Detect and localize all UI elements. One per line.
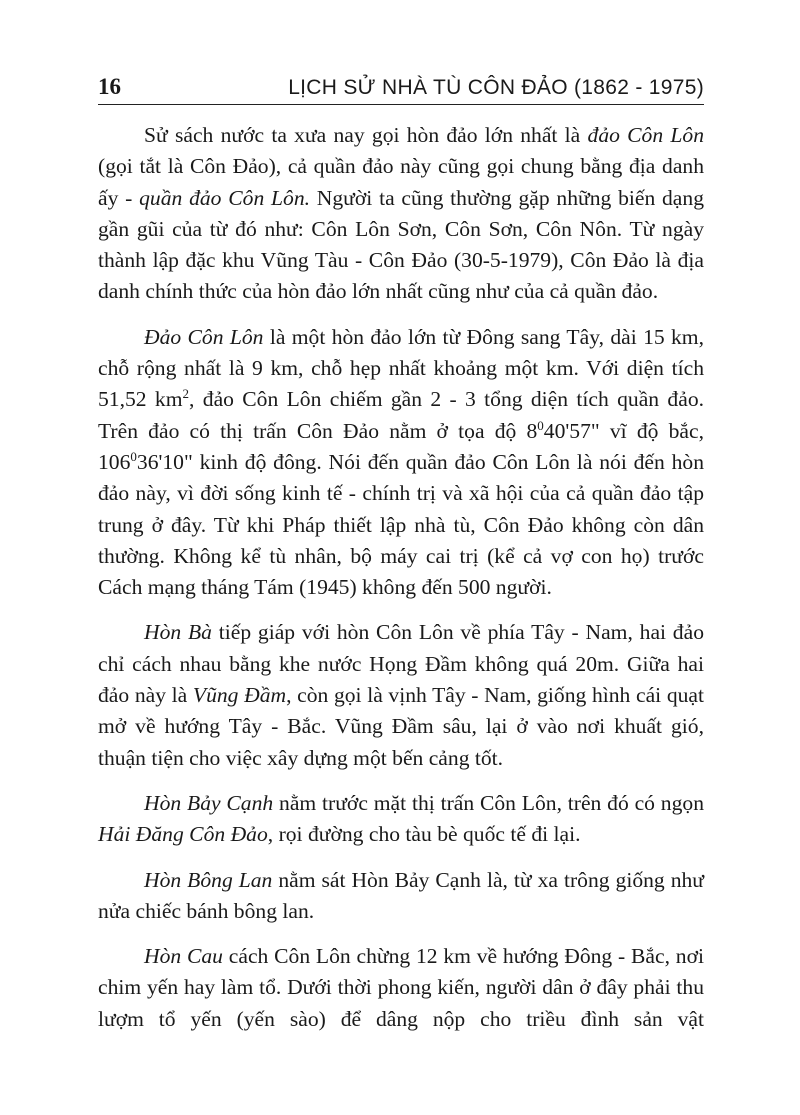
paragraph-hon-bong-lan: Hòn Bông Lan nằm sát Hòn Bảy Cạnh là, từ xa trông giống như nửa chiếc bánh bông lan.	[98, 867, 705, 923]
term-hon-ba: Hòn Bà	[144, 620, 212, 645]
term-hon-bay-canh: Hòn Bảy Cạnh	[144, 790, 274, 815]
paragraph-dao-con-lon: Đảo Côn Lôn là một hòn đảo lớn từ Đông sang Tây, dài 15 km, chỗ rộng nhất là 9 km, chỗ hẹp nhất khoảng một km. Với diện tích 51,52 $km^2$, đảo Côn Lôn chiếm gần 2 - 3 tổng diện tích quần đảo. Trên đảo có thị trấn Côn Đảo nằm ở tọa độ $8^040'57$" vĩ độ bắc, $106^036'10$" kinh độ đông. Nói đến quần đảo Côn Lôn là nói đến hòn đảo này, vì đời sống kinh tế - chính trị và xã hội của cả quần đảo tập trung ở đây. Từ khi Pháp thiết lập nhà tù, Côn Đảo không còn dân thường. Không kể tù nhân, bộ máy cai trị (kể cả vợ con họ) trước Cách mạng tháng Tám (1945) không đến 500 người.	[98, 324, 705, 600]
body-text	[98, 120, 704, 1049]
page-header	[98, 58, 704, 105]
term-hai-dang: Hải Đăng Côn Đảo	[98, 822, 268, 847]
page-number: 16	[98, 74, 121, 99]
paragraph-hon-cau: Hòn Cau cách Côn Lôn chừng 12 km về hướng Đông - Bắc, nơi chim yến hay làm tổ. Dưới thời phong kiến, người dân ở đây phải thu lượm tổ yến (yến sào) để dâng nộp cho triều đình sản vật	[98, 944, 704, 1031]
paragraph-con-lon-name: Sử sách nước ta xưa nay gọi hòn đảo lớn nhất là đảo Côn Lôn (gọi tắt là Côn Đảo), cả quần đảo này cũng gọi chung bằng địa danh ấy - quần đảo Côn Lôn. Người ta cũng thường gặp những biến dạng gần gũi của từ đó như: Côn Lôn Sơn, Côn Sơn, Côn Nôn. Từ ngày thành lập đặc khu Vũng Tàu - Côn Đảo (30-5-1979), Côn Đảo là địa danh chính thức của hòn đảo lớn nhất cũng như của cả quần đảo.	[98, 123, 704, 304]
term-vung-dam: Vũng Đầm	[192, 683, 287, 708]
term-quan-dao-con-lon: quần đảo Côn Lôn.	[139, 185, 311, 210]
paragraph-hon-ba: Hòn Bà tiếp giáp với hòn Côn Lôn về phía Tây - Nam, hai đảo chỉ cách nhau bằng khe nước Họng Đầm không quá 20m. Giữa hai đảo này là Vũng Đầm, còn gọi là vịnh Tây - Nam, giống hình cái quạt mở về hướng Tây - Bắc. Vũng Đầm sâu, lại ở vào nơi khuất gió, thuận tiện cho việc xây dựng một bến cảng tốt.	[98, 620, 704, 770]
paragraph-hon-bay-canh: Hòn Bảy Cạnh nằm trước mặt thị trấn Côn Lôn, trên đó có ngọn Hải Đăng Côn Đảo, rọi đường cho tàu bè quốc tế đi lại.	[98, 790, 704, 847]
term-hon-bong-lan: Hòn Bông Lan	[144, 867, 273, 892]
running-title: LỊCH SỬ NHÀ TÙ CÔN ĐẢO (1862 - 1975)	[288, 76, 704, 99]
term-hon-cau: Hòn Cau	[144, 944, 223, 969]
term-dao-con-lon-2: Đảo Côn Lôn	[144, 324, 264, 349]
term-dao-con-lon: đảo Côn Lôn	[587, 123, 704, 147]
